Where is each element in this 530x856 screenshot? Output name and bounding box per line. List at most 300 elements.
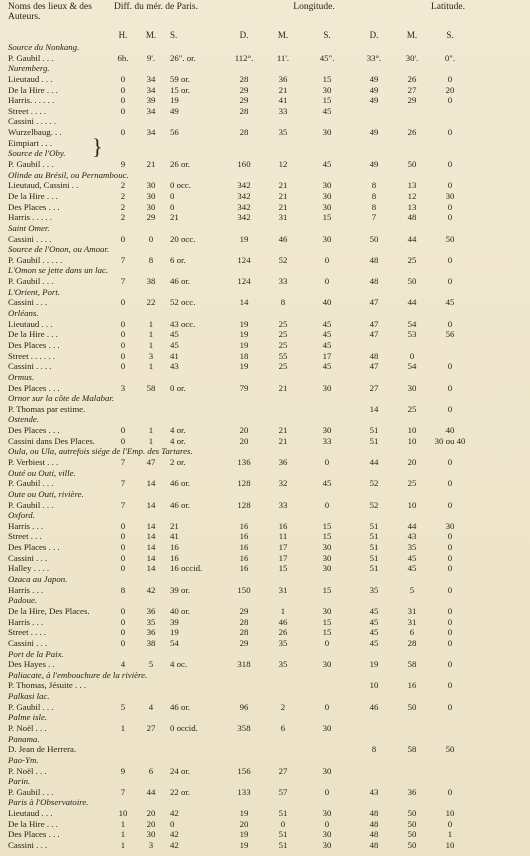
latitude-seconds-cell: 0: [447, 616, 453, 627]
diff-hours-cell: 9: [120, 159, 126, 170]
latitude-degrees-cell: 45: [369, 616, 379, 627]
longitude-degrees-cell: 124: [237, 254, 251, 265]
latitude-seconds-cell: [428, 766, 472, 777]
diff-minutes-cell: 35: [146, 616, 156, 627]
latitude-seconds-cell: 0: [447, 818, 453, 829]
longitude-degrees-cell: 29: [239, 637, 249, 648]
longitude-minutes-cell: 11'.: [276, 52, 290, 63]
table-row: [8, 191, 526, 202]
table-row: [8, 553, 526, 564]
table-row: [8, 95, 526, 106]
longitude-degrees-cell: 28: [239, 73, 249, 84]
diff-minutes-cell: 27: [146, 723, 156, 733]
longitude-degrees-cell: 19: [239, 318, 249, 329]
longitude-seconds-cell: 30: [322, 840, 332, 851]
table-row: [8, 478, 526, 489]
table-row: [8, 606, 526, 617]
diff-hours-cell: 0: [120, 339, 126, 350]
latitude-seconds-cell: 0: [447, 361, 453, 372]
unit-long-s: S.: [323, 30, 331, 40]
latitude-degrees-cell: 46: [369, 701, 379, 712]
place-heading-row: [8, 170, 526, 181]
diff-hours-cell: [110, 138, 136, 149]
place-heading-row: [8, 755, 526, 766]
diff-minutes-cell: 42: [146, 584, 156, 595]
longitude-degrees-cell: [224, 744, 264, 755]
latitude-minutes-cell: 48: [407, 212, 417, 223]
table-row: [8, 74, 526, 85]
table-row: [8, 840, 526, 851]
diff-minutes-cell: 34: [146, 105, 156, 116]
diff-hours-cell: [110, 116, 136, 127]
latitude-degrees-cell: 47: [369, 297, 379, 308]
unit-lat-m: M.: [406, 30, 418, 40]
place-heading: Ozaca au Japon.: [8, 574, 68, 585]
longitude-minutes-cell: 21: [278, 201, 288, 212]
place-heading-row: [8, 691, 526, 702]
table-row: [8, 202, 526, 213]
brace-mark: }: [92, 134, 103, 159]
longitude-degrees-cell: 318: [237, 659, 251, 670]
longitude-seconds-cell: 30: [322, 605, 332, 616]
place-heading-row: [8, 489, 526, 500]
longitude-degrees-cell: 128: [237, 478, 251, 489]
diff-minutes-cell: 21: [146, 159, 156, 170]
diff-minutes-cell: 22: [146, 297, 156, 308]
latitude-degrees-cell: 27: [369, 382, 379, 393]
diff-minutes-cell: [136, 744, 166, 755]
longitude-degrees-cell: 19: [239, 808, 249, 819]
longitude-seconds-cell: 45: [322, 329, 332, 340]
place-heading: L'Omon se jette dans un lac.: [8, 265, 109, 276]
latitude-minutes-cell: 58: [407, 659, 417, 670]
place-or-author-cell: Street . . . .: [8, 105, 47, 116]
diff-minutes-cell: 0: [148, 233, 154, 244]
place-or-author-cell: Cassini . . . .: [8, 233, 52, 244]
latitude-degrees-cell: 47: [369, 318, 379, 329]
longitude-minutes-cell: [264, 138, 302, 149]
table-row: [8, 276, 526, 287]
longitude-degrees-cell: 29: [239, 95, 249, 106]
diff-seconds-cell: 56: [170, 127, 179, 138]
diff-minutes-cell: 14: [146, 499, 156, 510]
longitude-seconds-cell: 30: [322, 84, 332, 95]
diff-hours-cell: 0: [120, 637, 126, 648]
longitude-minutes-cell: 55: [278, 350, 288, 361]
place-heading-row: [8, 393, 526, 404]
longitude-degrees-cell: 19: [239, 829, 249, 840]
place-heading: Port de la Paix.: [8, 648, 64, 659]
place-or-author-cell: D. Jean de Herrera.: [8, 744, 77, 755]
place-heading: Oxford.: [8, 510, 35, 521]
longitude-degrees-cell: 150: [237, 584, 251, 595]
longitude-seconds-cell: 30: [322, 201, 332, 212]
latitude-degrees-cell: 43: [369, 786, 379, 797]
place-heading: Saint Omer.: [8, 222, 50, 233]
latitude-minutes-cell: [396, 116, 428, 127]
diff-minutes-cell: [136, 116, 166, 127]
longitude-seconds-cell: 15: [322, 584, 332, 595]
diff-minutes-cell: 47: [146, 456, 156, 467]
longitude-seconds-cell: 30: [322, 563, 332, 574]
table-row: [8, 521, 526, 532]
longitude-minutes-cell: 35: [278, 659, 288, 670]
latitude-seconds-cell: 0: [447, 73, 453, 84]
place-heading: L'Orient, Port.: [8, 286, 60, 297]
place-or-author-cell: Harris . . .: [8, 520, 44, 531]
longitude-minutes-cell: 17: [278, 552, 288, 563]
place-heading-row: [8, 468, 526, 479]
latitude-degrees-cell: [352, 723, 396, 734]
latitude-minutes-cell: 5: [409, 584, 415, 595]
longitude-seconds-cell: 15: [322, 95, 332, 106]
diff-seconds-cell: 43 occ.: [170, 318, 196, 329]
longitude-degrees-cell: [224, 680, 264, 691]
longitude-seconds-cell: 45: [322, 105, 332, 116]
longitude-minutes-cell: [264, 404, 302, 415]
unit-long-m: M.: [277, 30, 289, 40]
longitude-degrees-cell: 96: [239, 701, 249, 712]
latitude-minutes-cell: 54: [407, 361, 417, 372]
longitude-seconds-cell: [302, 404, 352, 415]
longitude-seconds-cell: 30: [322, 808, 332, 819]
place-heading: Palme isle.: [8, 712, 48, 723]
place-or-author-cell: Lieutaud . . .: [8, 318, 53, 329]
longitude-minutes-cell: 8: [280, 297, 286, 308]
place-or-author-cell: De la Hire . . .: [8, 190, 58, 201]
diff-seconds-cell: 46 or.: [170, 478, 191, 489]
longitude-minutes-cell: 41: [278, 95, 288, 106]
diff-hours-cell: 0: [120, 84, 126, 95]
longitude-degrees-cell: 16: [239, 563, 249, 574]
place-or-author-cell: Street . . . . . .: [8, 350, 55, 361]
place-heading-row: [8, 265, 526, 276]
place-heading-row: [8, 414, 526, 425]
latitude-seconds-cell: 40: [445, 425, 455, 436]
diff-hours-cell: 2: [120, 180, 126, 191]
table-row: [8, 234, 526, 245]
table-row: [8, 116, 526, 127]
latitude-degrees-cell: 49: [369, 84, 379, 95]
place-or-author-cell: P. Gaubil . . .: [8, 786, 54, 797]
latitude-minutes-cell: 31: [407, 616, 417, 627]
diff-minutes-cell: 1: [148, 361, 154, 372]
table-row: [8, 340, 526, 351]
latitude-degrees-cell: 51: [369, 542, 379, 553]
place-heading-row: [8, 63, 526, 74]
latitude-degrees-cell: 48: [369, 808, 379, 819]
place-or-author-cell: Cassini . . .: [8, 637, 48, 648]
longitude-seconds-cell: 0: [324, 818, 330, 829]
diff-seconds-cell: [166, 744, 224, 755]
longitude-minutes-cell: 51: [278, 808, 288, 819]
latitude-seconds-cell: [428, 723, 472, 734]
place-or-author-cell: P. Gaubil . . .: [8, 276, 54, 287]
diff-seconds-cell: 24 or.: [170, 765, 191, 776]
diff-hours-cell: 0: [120, 318, 126, 329]
diff-seconds-cell: 4 or.: [170, 435, 186, 446]
diff-minutes-cell: 36: [146, 627, 156, 638]
diff-hours-cell: 0: [120, 297, 126, 308]
place-heading: Outé ou Outi, ville.: [8, 467, 76, 478]
longitude-minutes-cell: 16: [278, 520, 288, 531]
diff-hours-cell: 0: [120, 361, 126, 372]
latitude-minutes-cell: 10: [407, 499, 417, 510]
latitude-degrees-cell: [352, 340, 396, 351]
latitude-seconds-cell: 30: [445, 190, 455, 201]
latitude-seconds-cell: 30: [445, 520, 455, 531]
longitude-seconds-cell: 0: [324, 276, 330, 287]
latitude-seconds-cell: 0: [447, 403, 453, 414]
diff-minutes-cell: 58: [146, 382, 156, 393]
diff-seconds-cell: 20 occ.: [170, 233, 196, 244]
longitude-seconds-cell: 30: [322, 723, 332, 733]
longitude-minutes-cell: 15: [278, 563, 288, 574]
latitude-minutes-cell: 50: [407, 829, 417, 840]
latitude-seconds-cell: 0: [447, 542, 453, 553]
longitude-degrees-cell: 20: [239, 435, 249, 446]
place-or-author-cell: P. Verbiest . . .: [8, 456, 59, 467]
latitude-seconds-cell: 0: [447, 786, 453, 797]
latitude-seconds-cell: 20: [445, 84, 455, 95]
place-or-author-cell: Harris . . .: [8, 584, 44, 595]
longitude-degrees-cell: 28: [239, 616, 249, 627]
diff-minutes-cell: 14: [146, 520, 156, 531]
place-or-author-cell: Cassini . . . .: [8, 361, 52, 372]
longitude-seconds-cell: 30: [322, 542, 332, 553]
diff-minutes-cell: 30: [146, 201, 156, 212]
longitude-seconds-cell: 15: [322, 520, 332, 531]
table-row: [8, 744, 526, 755]
diff-hours-cell: 0: [120, 605, 126, 616]
latitude-minutes-cell: [396, 106, 428, 117]
latitude-minutes-cell: 50: [407, 276, 417, 287]
latitude-seconds-cell: 0: [447, 659, 453, 670]
diff-minutes-cell: 5: [148, 659, 154, 670]
place-heading: Orléans.: [8, 308, 39, 319]
longitude-minutes-cell: 32: [278, 478, 288, 489]
diff-hours-cell: [110, 680, 136, 691]
latitude-degrees-cell: 48: [369, 254, 379, 265]
place-or-author-cell: Lieutaud . . .: [8, 808, 53, 819]
table-row: [8, 638, 526, 649]
latitude-degrees-cell: 8: [371, 201, 377, 212]
diff-seconds-cell: 45: [170, 329, 179, 340]
longitude-degrees-cell: 14: [239, 297, 249, 308]
latitude-seconds-cell: 0: [447, 701, 453, 712]
diff-seconds-cell: 39: [170, 616, 179, 627]
longitude-seconds-cell: 0: [324, 701, 330, 712]
longitude-degrees-cell: 133: [237, 786, 251, 797]
diff-hours-cell: 1: [120, 829, 126, 840]
place-or-author-cell: De la Hire . . .: [8, 818, 58, 829]
diff-seconds-cell: [166, 138, 224, 149]
longitude-seconds-cell: 33: [322, 435, 332, 446]
longitude-degrees-cell: [224, 116, 264, 127]
longitude-degrees-cell: 128: [237, 499, 251, 510]
diff-hours-cell: 7: [120, 786, 126, 797]
latitude-seconds-cell: 50: [445, 233, 455, 244]
latitude-degrees-cell: 51: [369, 531, 379, 542]
diff-seconds-cell: 4 oc.: [170, 659, 188, 670]
place-heading-row: [8, 308, 526, 319]
place-or-author-cell: P. Thomas par estime.: [8, 403, 86, 414]
table-row: [8, 457, 526, 468]
diff-seconds-cell: 21: [170, 520, 179, 531]
place-or-author-cell: De la Hire . . .: [8, 84, 58, 95]
longitude-seconds-cell: 40: [322, 297, 332, 308]
diff-seconds-cell: 0: [170, 201, 175, 212]
diff-seconds-cell: 42: [170, 840, 179, 851]
diff-hours-cell: 9: [120, 765, 126, 776]
longitude-minutes-cell: 21: [278, 190, 288, 201]
table-row: [8, 53, 526, 64]
latitude-minutes-cell: 20: [407, 456, 417, 467]
diff-hours-cell: 0: [120, 425, 126, 436]
diff-seconds-cell: 46 or.: [170, 499, 191, 510]
latitude-degrees-cell: 35: [369, 584, 379, 595]
diff-seconds-cell: 59 or.: [170, 73, 191, 84]
diff-minutes-cell: 38: [146, 276, 156, 287]
longitude-seconds-cell: [302, 138, 352, 149]
latitude-degrees-cell: 8: [371, 744, 377, 755]
latitude-degrees-cell: 52: [369, 499, 379, 510]
longitude-degrees-cell: 19: [239, 361, 249, 372]
place-or-author-cell: P. Gaubil . . . . .: [8, 254, 63, 265]
latitude-seconds-cell: 0: [447, 276, 453, 287]
latitude-minutes-cell: 53: [407, 329, 417, 340]
diff-minutes-cell: 30: [146, 180, 156, 191]
diff-seconds-cell: 2 or.: [170, 456, 186, 467]
diff-hours-cell: [110, 744, 136, 755]
place-heading: Paris à l'Observatoire.: [8, 797, 89, 808]
latitude-seconds-cell: 30 ou 40: [434, 435, 466, 446]
place-heading: Paliacate, à l'embouchure de la rivière.: [8, 669, 148, 680]
latitude-minutes-cell: 30: [407, 382, 417, 393]
longitude-degrees-cell: 20: [239, 425, 249, 436]
longitude-degrees-cell: 342: [237, 201, 251, 212]
diff-seconds-cell: 16: [170, 542, 179, 553]
longitude-degrees-cell: 19: [239, 329, 249, 340]
table-row: [8, 659, 526, 670]
diff-seconds-cell: 45: [170, 339, 179, 350]
place-or-author-cell: Cassini . . .: [8, 552, 48, 563]
diff-minutes-cell: 1: [148, 435, 154, 446]
diff-seconds-cell: 16 occid.: [170, 563, 203, 574]
table-row: [8, 531, 526, 542]
table-row: [8, 180, 526, 191]
diff-seconds-cell: 26 or.: [170, 159, 191, 170]
diff-hours-cell: 7: [120, 276, 126, 287]
longitude-seconds-cell: 0: [324, 786, 330, 797]
latitude-degrees-cell: 49: [369, 95, 379, 106]
table-row: [8, 702, 526, 713]
latitude-degrees-cell: 48: [369, 840, 379, 851]
diff-seconds-cell: 4 or.: [170, 425, 186, 436]
diff-hours-cell: 0: [120, 233, 126, 244]
latitude-minutes-cell: 31: [407, 605, 417, 616]
longitude-minutes-cell: 0: [280, 818, 286, 829]
place-heading: Source de l'Onon, ou Amour.: [8, 244, 110, 255]
place-heading-row: [8, 734, 526, 745]
longitude-minutes-cell: 6: [280, 723, 286, 733]
diff-minutes-cell: 3: [148, 840, 154, 851]
latitude-minutes-cell: 28: [407, 637, 417, 648]
longitude-seconds-cell: 30: [322, 659, 332, 670]
latitude-minutes-cell: 45: [407, 563, 417, 574]
latitude-degrees-cell: 44: [369, 456, 379, 467]
longitude-degrees-cell: 342: [237, 190, 251, 201]
diff-hours-cell: 1: [120, 723, 126, 733]
diff-seconds-cell: 40 or.: [170, 605, 191, 616]
longitude-degrees-cell: [224, 138, 264, 149]
longitude-seconds-cell: [302, 744, 352, 755]
unit-lat-s: S.: [446, 30, 454, 40]
latitude-minutes-cell: 26: [407, 127, 417, 138]
unit-long-d: D.: [239, 30, 249, 40]
place-or-author-cell: Des Places . . .: [8, 201, 60, 212]
table-row: [8, 500, 526, 511]
place-or-author-cell: P. Noël . . .: [8, 723, 47, 733]
latitude-minutes-cell: 16: [407, 680, 417, 691]
place-or-author-cell: P. Gaubil . . .: [8, 478, 54, 489]
longitude-minutes-cell: 33: [278, 499, 288, 510]
place-heading: Palkasi lac.: [8, 691, 50, 702]
unit-m: M.: [145, 30, 157, 40]
table-row: [8, 297, 526, 308]
latitude-minutes-cell: 6: [409, 627, 415, 638]
table-row: [8, 106, 526, 117]
longitude-minutes-cell: 35: [278, 637, 288, 648]
table-row: [8, 627, 526, 638]
diff-minutes-cell: 14: [146, 552, 156, 563]
place-or-author-cell: Lieutaud . . .: [8, 73, 53, 84]
longitude-seconds-cell: 15: [322, 531, 332, 542]
latitude-minutes-cell: 50: [407, 701, 417, 712]
place-heading: Olinde au Brésil, ou Pernambouc.: [8, 169, 129, 180]
longitude-minutes-cell: 21: [278, 382, 288, 393]
diff-hours-cell: 0: [120, 105, 126, 116]
longitude-seconds-cell: 30: [322, 190, 332, 201]
table-row: [8, 829, 526, 840]
latitude-seconds-cell: 0: [447, 95, 453, 106]
longitude-degrees-cell: 19: [239, 840, 249, 851]
diff-hours-cell: 2: [120, 212, 126, 223]
diff-hours-cell: 0: [120, 563, 126, 574]
diff-minutes-cell: 6: [148, 765, 154, 776]
diff-minutes-cell: 14: [146, 542, 156, 553]
column-header-diff: Diff. du mér. de Paris.: [114, 2, 198, 12]
longitude-degrees-cell: 156: [237, 765, 251, 776]
latitude-minutes-cell: 29: [407, 95, 417, 106]
place-or-author-cell: Harris . . . . .: [8, 212, 52, 223]
diff-hours-cell: 0: [120, 542, 126, 553]
diff-seconds-cell: 26". or.: [170, 52, 196, 63]
latitude-degrees-cell: 45: [369, 605, 379, 616]
latitude-minutes-cell: 26: [407, 73, 417, 84]
latitude-minutes-cell: 25: [407, 478, 417, 489]
latitude-degrees-cell: 49: [369, 127, 379, 138]
table-row: [8, 319, 526, 330]
latitude-seconds-cell: 0: [447, 456, 453, 467]
place-or-author-cell: Des Places . . .: [8, 829, 60, 840]
latitude-degrees-cell: 51: [369, 563, 379, 574]
diff-seconds-cell: 46 or.: [170, 276, 191, 287]
table-row: [8, 808, 526, 819]
longitude-minutes-cell: [264, 116, 302, 127]
latitude-seconds-cell: 0: [447, 382, 453, 393]
diff-minutes-cell: 30: [146, 190, 156, 201]
